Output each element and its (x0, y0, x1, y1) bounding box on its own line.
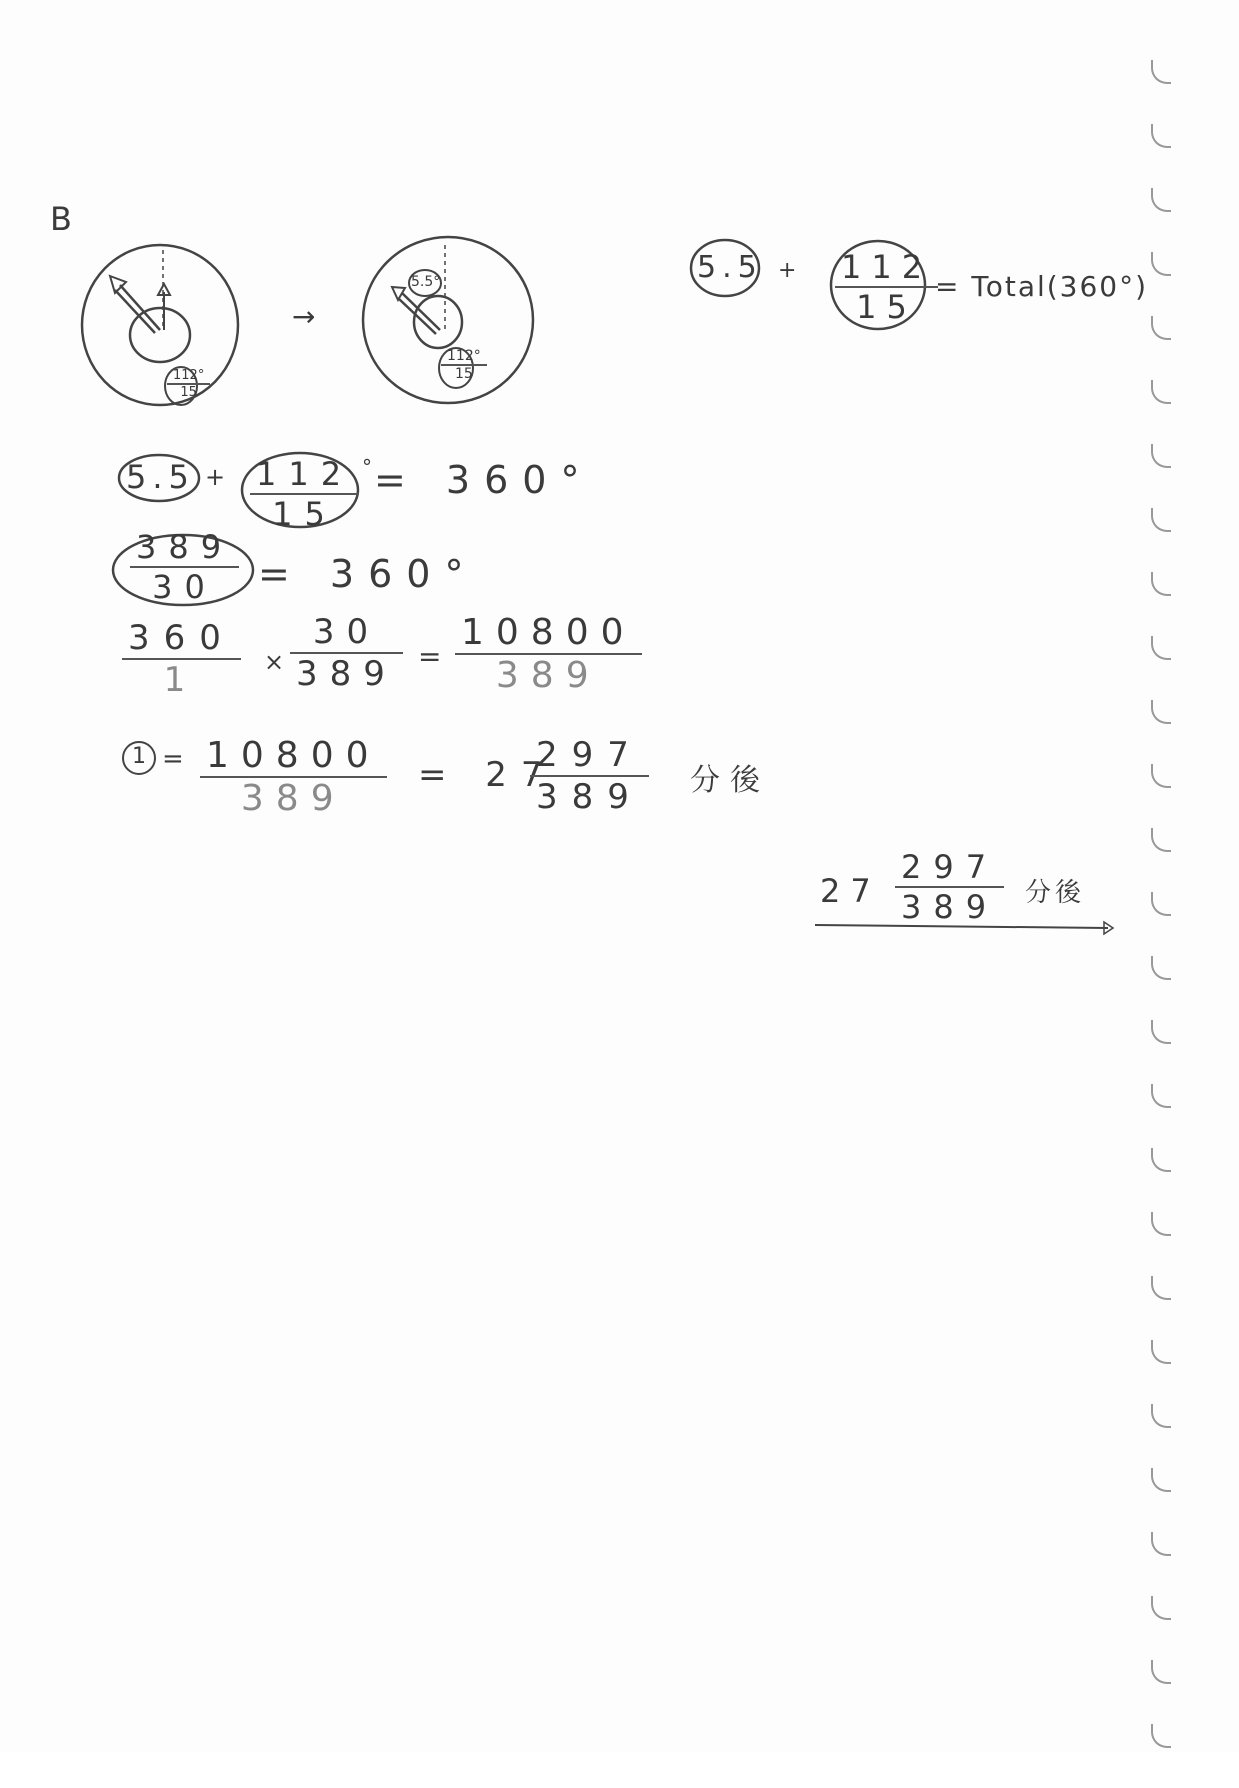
line1-deg: ° (362, 455, 372, 479)
line1-rest: = 360° (374, 458, 594, 502)
top-right-a: 5.5 (697, 250, 763, 285)
clock2-top-value: 5.5° (411, 274, 441, 290)
answer-whole: 27 (820, 872, 881, 910)
top-right-fraction: 112 15 (835, 248, 938, 326)
line4-eq2: = 27 (418, 755, 557, 795)
line1-fraction: 112 15 (250, 455, 359, 533)
line3-times: × (264, 648, 285, 676)
line4-fraction1: 10800 389 (200, 735, 387, 819)
line3-fraction1: 360 1 (122, 618, 241, 700)
line1-a: 5.5 (126, 458, 195, 496)
line4-eq: = (162, 744, 184, 774)
clock1-fraction: 112° 15 (167, 368, 210, 400)
line2-fraction: 389 30 (130, 528, 239, 606)
line3-fraction3: 10800 389 (455, 612, 642, 696)
line3-fraction2: 30 389 (290, 612, 403, 694)
line2-rest: = 360° (258, 552, 478, 596)
line3-eq: = (418, 640, 442, 673)
top-right-plus: + (778, 258, 797, 283)
section-label: B (50, 200, 72, 238)
top-right-total: = Total(360°) (935, 270, 1149, 303)
answer-unit: 分後 (1025, 878, 1086, 908)
line1-plus: + (205, 463, 226, 491)
answer-fraction: 297 389 (895, 848, 1004, 926)
clock-arrow: → (292, 300, 316, 333)
clock2-fraction: 112° 15 (441, 348, 487, 382)
line4-circled-1: 1 (132, 744, 146, 769)
line4-unit: 分後 (690, 763, 770, 798)
line4-fraction2: 297 389 (530, 735, 649, 817)
